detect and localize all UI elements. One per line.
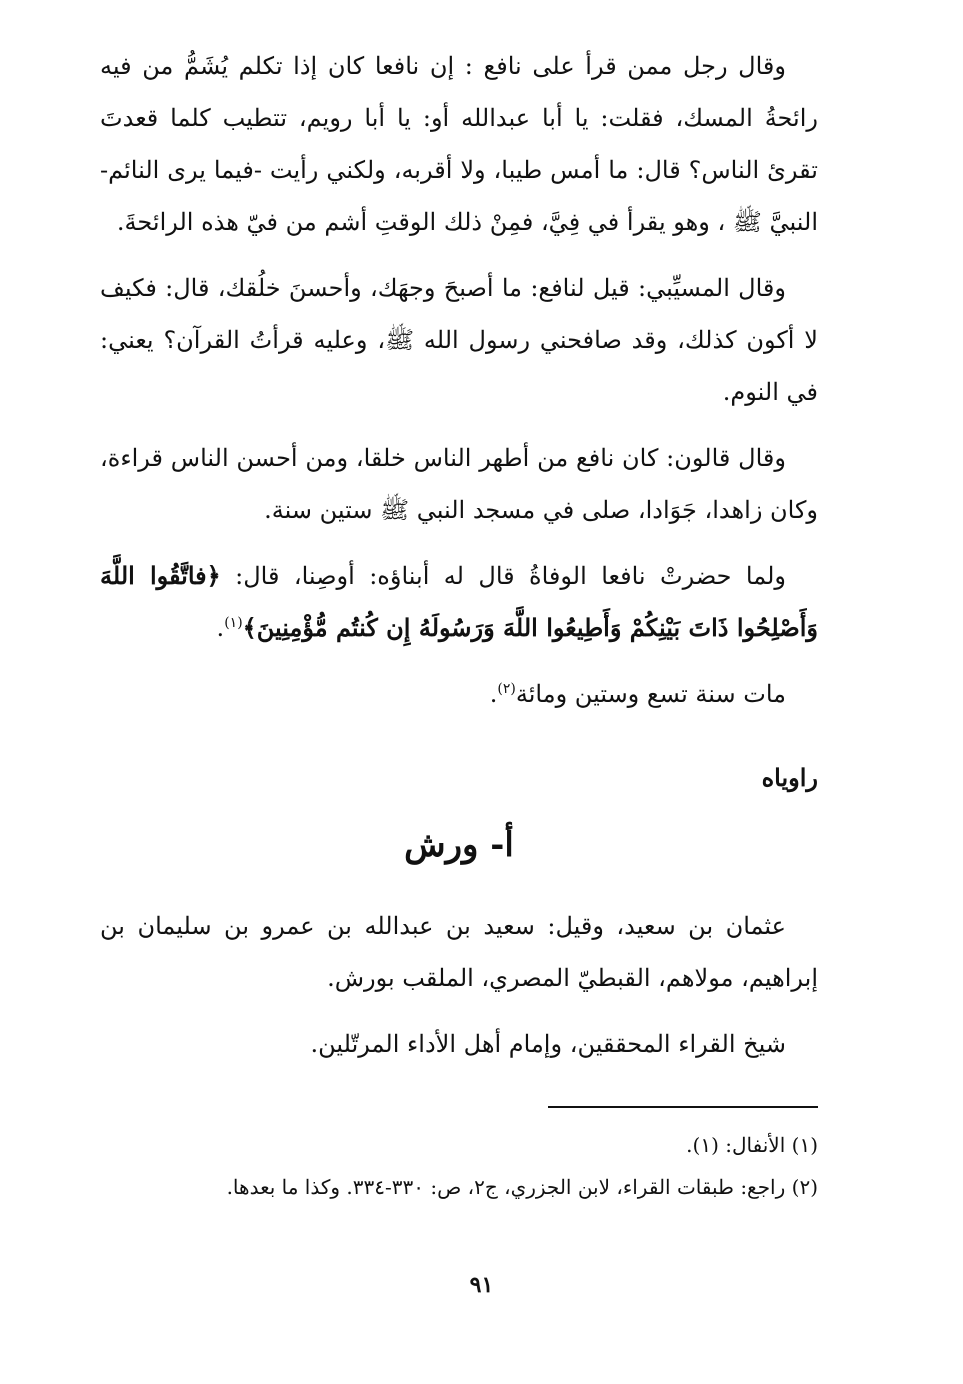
- paragraph-qalun: وقال قالون: كان نافع من أطهر الناس خلقا، ومن أحسن الناس قراءة، وكان زاهدا، جَوَادا، صلى في مسجد النبي ﷺ ستين سنة.: [100, 444, 818, 524]
- footnote-1: (١) الأنفال: (١).: [686, 1133, 818, 1157]
- paragraph-musayyibi: وقال المسيِّبي: قيل لنافع: ما أصبحَ وجهَك، وأحسنَ خلُقك، قال: فكيف لا أكون كذلك، وقد صافحني رسول الله ﷺ، وعليه قرأتُ القرآن؟ يعني: في النوم.: [100, 274, 818, 406]
- paragraph-warsh-title: شيخ القراء المحققين، وإمام أهل الأداء المرتّلين.: [310, 1030, 786, 1058]
- paragraph-death-advice-tail: .: [216, 614, 225, 642]
- paragraph-death-year-lead: مات سنة تسع وستين ومائة: [515, 680, 786, 708]
- section-title: أ- ورش: [404, 825, 514, 865]
- page-number: ٩١: [469, 1272, 494, 1298]
- paragraph-death-advice: [100, 550, 818, 654]
- paragraph-death-year: [100, 668, 818, 720]
- footnote-divider: [548, 1106, 818, 1108]
- footnote-ref-1[interactable]: (١): [224, 615, 243, 631]
- footnote-2: (٢) راجع: طبقات القراء، لابن الجزري، ج٢، ص: ٣٣٠-٣٣٤. وكذا ما بعدها.: [226, 1175, 818, 1199]
- paragraph-nafi-fragrance: وقال رجل ممن قرأ على نافع : إن نافعا كان إذا تكلم يُشَمُّ من فيه رائحةُ المسك، فقلت: يا أبا عبدالله أو: يا أبا رويم، تتطيب كلما قعدتَ تقرئ الناس؟ قال: ما أمس طيبا، ولا أقربه، ولكني رأيت -فيما يرى النائم- النبيَّ ﷺ ، وهو يقرأ في فِيَّ، فمِنْ ذلك الوقتِ أشم من فيّ هذه الرائحةَ.: [100, 52, 818, 236]
- document-page: [100, 40, 818, 1360]
- paragraph-warsh-name: عثمان بن سعيد، وقيل: سعيد بن عبدالله بن عمرو بن سليمان بن إبراهيم، مولاهم، القبطيّ المصري، الملقب بورش.: [100, 912, 818, 992]
- paragraph-death-advice-lead: ولما حضرتْ نافعا الوفاةُ قال له أبناؤه: أوصِنا، قال:: [220, 562, 786, 590]
- quran-verse: ﴿فاتَّقُوا اللَّهَ وَأَصْلِحُوا ذَاتَ بَيْنِكُمْ وَأَطِيعُوا اللَّهَ وَرَسُولَهُ إِن كُنتُم مُّؤْمِنِينَ﴾: [100, 561, 818, 642]
- footnote-ref-2[interactable]: (٢): [497, 681, 516, 697]
- section-label: راوياه: [761, 763, 818, 792]
- paragraph-death-year-tail: .: [489, 680, 498, 708]
